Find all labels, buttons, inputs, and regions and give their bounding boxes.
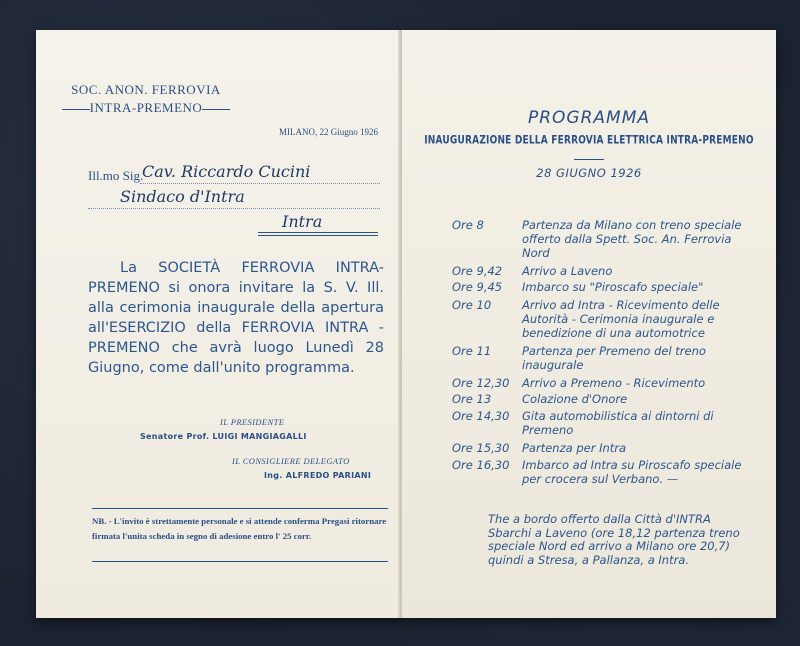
programme-note: The a bordo offerto dalla Città d'INTRA Sbarchi a Laveno (ore 18,12 partenza treno speciale Nord ed arrivo a Milano ore 20,7) quindi a Stresa, a Pallanza, a Intra. [488,512,740,567]
president-role: IL PRESIDENTE [220,417,285,427]
date-place: MILANO, 22 Giugno 1926 [279,127,378,137]
company-line-name: INTRA-PREMENO [89,100,203,115]
schedule-text: Partenza per Premeno del treno inaugurale [522,344,706,372]
note-text: NB. - L'invito è strettamente personale e si attende conferma Pregasi ritornare firmata l'unita scheda in segno di adesione entro l' 25 corr. [92,516,387,541]
invitation-left-page [36,30,401,618]
schedule-time: Ore 12,30 [452,376,510,390]
programme-subtitle: INAUGURAZIONE DELLA FERROVIA ELETTRICA INTRA-PREMENO [424,134,754,148]
programme-title: PROGRAMMA [527,108,651,128]
address-line-1 [140,183,380,184]
company-name: SOC. ANON. FERROVIA [71,82,221,97]
schedule-text: Imbarco su "Piroscafo speciale" [522,280,704,294]
company-rule-right [202,109,230,110]
schedule-text: Imbarco ad Intra su Piroscafo speciale per crocera sul Verbano. — [522,458,742,486]
schedule-time: Ore 10 [452,298,492,312]
delegate-role: IL CONSIGLIERE DELEGATO [232,456,350,466]
invitation-text [88,258,384,378]
schedule-time: Ore 9,42 [452,264,503,278]
schedule-text: Arrivo a Laveno [522,264,613,278]
place-underline [258,232,378,236]
programme-date: 28 GIUGNO 1926 [536,166,642,180]
schedule-time: Ore 11 [452,344,492,358]
schedule-text: Partenza per Intra [522,441,627,455]
note-rule-bottom [92,561,388,562]
address-line-2 [88,208,380,209]
programme-rule [574,159,604,160]
schedule-time: Ore 9,45 [452,280,503,294]
delegate-name: Ing. ALFREDO PARIANI [264,471,372,480]
salutation: Ill.mo Sig. [88,168,144,183]
programme-right-page [402,30,776,618]
schedule-text: Partenza da Milano con treno speciale offerto dalla Spett. Soc. An. Ferrovia Nord [522,218,742,260]
schedule-time: Ore 8 [452,218,484,232]
president-name: Senatore Prof. LUIGI MANGIAGALLI [140,432,307,441]
handwritten-name: Cav. Riccardo Cucini [142,162,311,181]
invitation-card [36,30,776,618]
schedule-time: Ore 15,30 [452,441,510,455]
schedule-text: Gita automobilistica ai dintorni di Premeno [522,409,714,437]
handwritten-title: Sindaco d'Intra [120,187,245,206]
schedule-time: Ore 13 [452,392,492,406]
schedule-text: Arrivo a Premeno - Ricevimento [522,376,706,390]
handwritten-place: Intra [282,212,323,231]
schedule-text: Arrivo ad Intra - Ricevimento delle Autorità - Cerimonia inaugurale e benedizione di una automotrice [522,298,720,340]
note-rule-top [92,508,388,509]
schedule-text: Colazione d'Onore [522,392,628,406]
invitation-paragraph: La SOCIETÀ FERROVIA INTRA-PREMENO si onora invitare la S. V. Ill. alla cerimonia inaugurale della apertura all'ESERCIZIO della FERROVIA INTRA - PREMENO che avrà luogo Lunedì 28 Giugno, come dall'unito programma. [88,260,384,376]
schedule-time: Ore 16,30 [452,458,510,472]
schedule-time: Ore 14,30 [452,409,510,423]
